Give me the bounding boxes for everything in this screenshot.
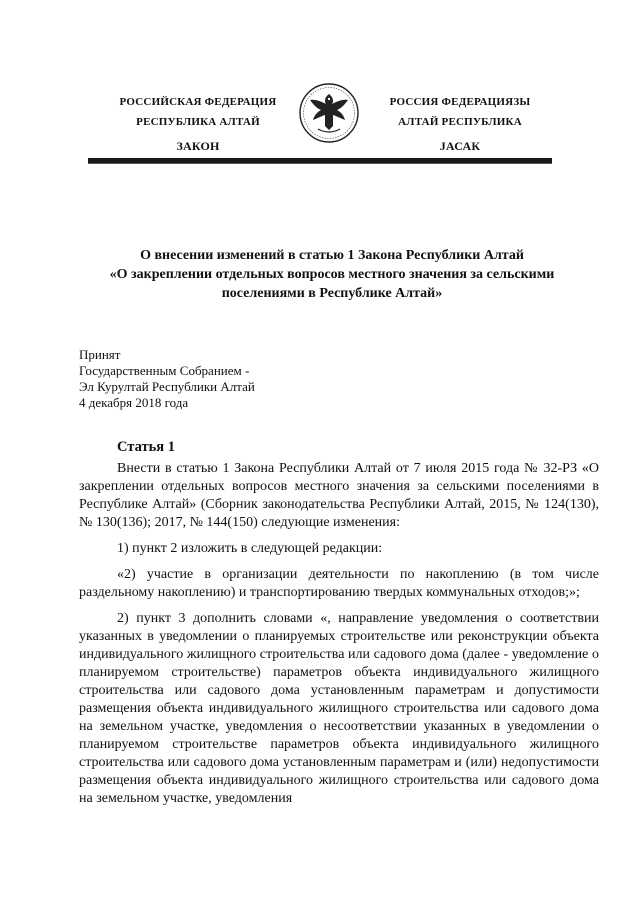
article-heading: Статья 1 <box>117 439 175 455</box>
header-republic-alt: АЛТАЙ РЕСПУБЛИКА <box>398 116 522 128</box>
header-law-ru: ЗАКОН <box>176 139 220 153</box>
header-law-alt: JАСАК <box>439 139 481 153</box>
law-title-line: «О закреплении отдельных вопросов местного значения за сельскими <box>109 267 555 282</box>
altai-republic-coat-of-arms-icon <box>298 82 360 144</box>
article-paragraph: «2) участие в организации деятельности по накоплению (в том числе раздельному накоплению) и транспортированию твердых коммунальных отходов;»; <box>79 567 599 600</box>
law-title-line: поселениями в Республике Алтай» <box>221 286 443 301</box>
header-russian <box>98 92 298 156</box>
document-header <box>0 0 640 170</box>
header-altai <box>360 92 560 156</box>
header-country-alt: РОССИЯ ФЕДЕРАЦИЯЗЫ <box>389 96 531 108</box>
header-divider <box>88 158 552 164</box>
adoption-date: 4 декабря 2018 года <box>79 395 189 410</box>
adoption-info <box>79 347 255 411</box>
article-paragraph: 1) пункт 2 изложить в следующей редакции: <box>117 541 383 556</box>
article-paragraph: 2) пункт 3 дополнить словами «, направление уведомления о соответствии указанных в уведомлении о планируемых строительстве или реконструкции объекта индивидуального жилищного строительства или садового дома (далее - уведомление о планируемом строительстве) параметров объекта индивидуального жилищного строительства или садового дома установленным параметрам и допустимости размещения объекта индивидуального жилищного строительства или садового дома на земельном участке, уведомления о несоответствии указанных в уведомлении о планируемом строительстве параметров объекта индивидуального жилищного строительства или садового дома установленным параметрам и (или) недопустимости размещения объекта индивидуального жилищного строительства или садового дома на земельном участке, уведомления <box>79 611 599 806</box>
law-title-line: О внесении изменений в статью 1 Закона Республики Алтай <box>140 248 524 263</box>
article-paragraph: Внести в статью 1 Закона Республики Алтай от 7 июля 2015 года № 32-РЗ «О закреплении отдельных вопросов местного значения за сельскими поселениями в Республике Алтай» (Сборник законодательства Республики Алтай, 2015, № 124(130), № 130(136); 2017, № 144(150) следующие изменения: <box>79 461 599 530</box>
law-title <box>72 246 592 303</box>
adoption-line: Эл Курултай Республики Алтай <box>79 379 255 394</box>
header-republic-ru: РЕСПУБЛИКА АЛТАЙ <box>136 116 260 128</box>
adoption-line: Государственным Собранием - <box>79 363 250 378</box>
header-country-ru: РОССИЙСКАЯ ФЕДЕРАЦИЯ <box>119 96 277 108</box>
article-1 <box>79 439 599 816</box>
adoption-line: Принят <box>79 347 121 362</box>
